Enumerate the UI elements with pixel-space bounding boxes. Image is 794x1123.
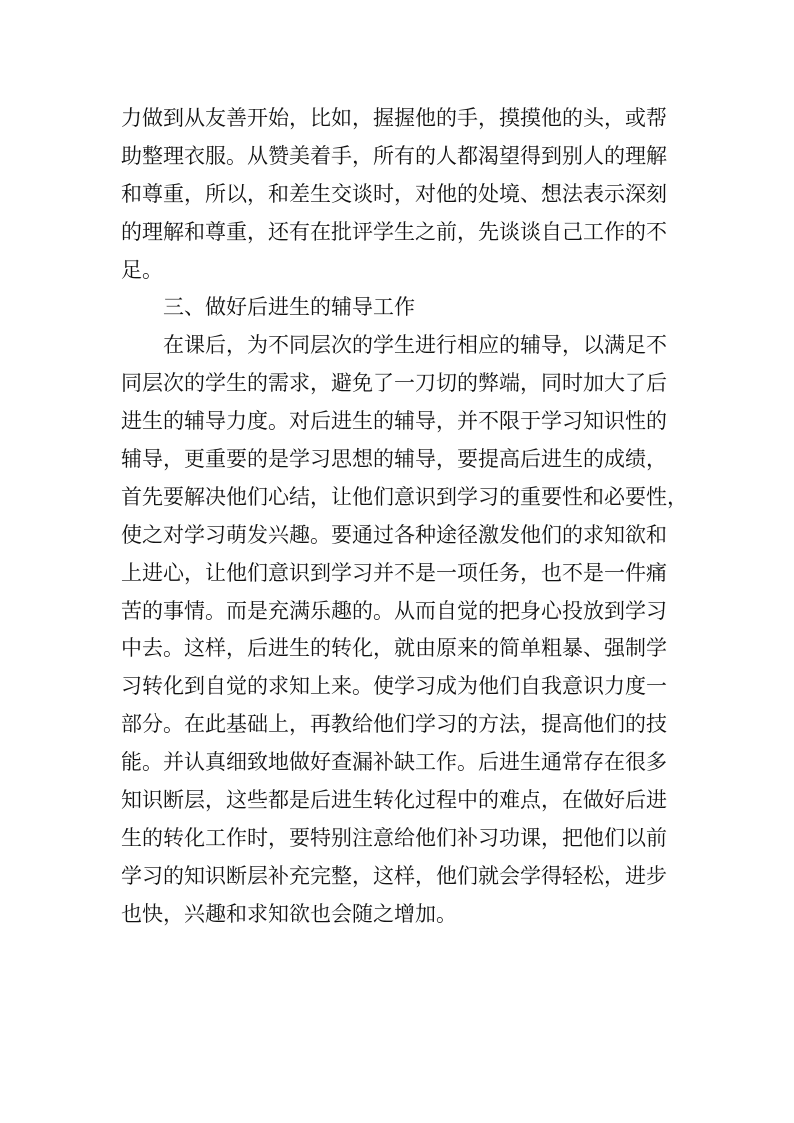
paragraph-line: 知识断层，这些都是后进生转化过程中的难点，在做好后进 <box>121 788 667 813</box>
paragraph-line: 中去。这样，后进生的转化，就由原来的简单粗暴、强制学 <box>121 636 667 661</box>
paragraph-line: 习转化到自觉的求知上来。使学习成为他们自我意识力度一 <box>121 674 667 699</box>
paragraph-line: 首先要解决他们心结，让他们意识到学习的重要性和必要性， <box>121 484 688 509</box>
paragraph-line: 苦的事情。而是充满乐趣的。从而自觉的把身心投放到学习 <box>121 598 667 623</box>
paragraph-line: 同层次的学生的需求，避免了一刀切的弊端，同时加大了后 <box>121 371 667 396</box>
paragraph-line: 也快，兴趣和求知欲也会随之增加。 <box>121 901 457 926</box>
paragraph-line: 能。并认真细致地做好查漏补缺工作。后进生通常存在很多 <box>121 750 667 775</box>
paragraph-line: 学习的知识断层补充完整，这样，他们就会学得轻松，进步 <box>121 863 667 888</box>
paragraph-line: 在课后，为不同层次的学生进行相应的辅导，以满足不 <box>163 333 667 358</box>
paragraph-line: 辅导，更重要的是学习思想的辅导，要提高后进生的成绩， <box>121 447 667 472</box>
document-body <box>121 100 693 934</box>
paragraph-line: 部分。在此基础上，再教给他们学习的方法，提高他们的技 <box>121 712 667 737</box>
section-heading: 三、做好后进生的辅导工作 <box>163 295 415 320</box>
paragraph-line: 和尊重，所以，和差生交谈时，对他的处境、想法表示深刻 <box>121 181 667 206</box>
paragraph-line: 进生的辅导力度。对后进生的辅导，并不限于学习知识性的 <box>121 409 667 434</box>
paragraph-line: 助整理衣服。从赞美着手，所有的人都渴望得到别人的理解 <box>121 143 667 168</box>
paragraph-line: 使之对学习萌发兴趣。要通过各种途径激发他们的求知欲和 <box>121 522 667 547</box>
paragraph-line: 生的转化工作时，要特别注意给他们补习功课，把他们以前 <box>121 825 667 850</box>
paragraph-line: 的理解和尊重，还有在批评学生之前，先谈谈自己工作的不 <box>121 219 667 244</box>
paragraph-line: 足。 <box>121 257 163 282</box>
paragraph-line: 力做到从友善开始，比如，握握他的手，摸摸他的头，或帮 <box>121 106 667 130</box>
paragraph-line: 上进心，让他们意识到学习并不是一项任务，也不是一件痛 <box>121 560 667 585</box>
